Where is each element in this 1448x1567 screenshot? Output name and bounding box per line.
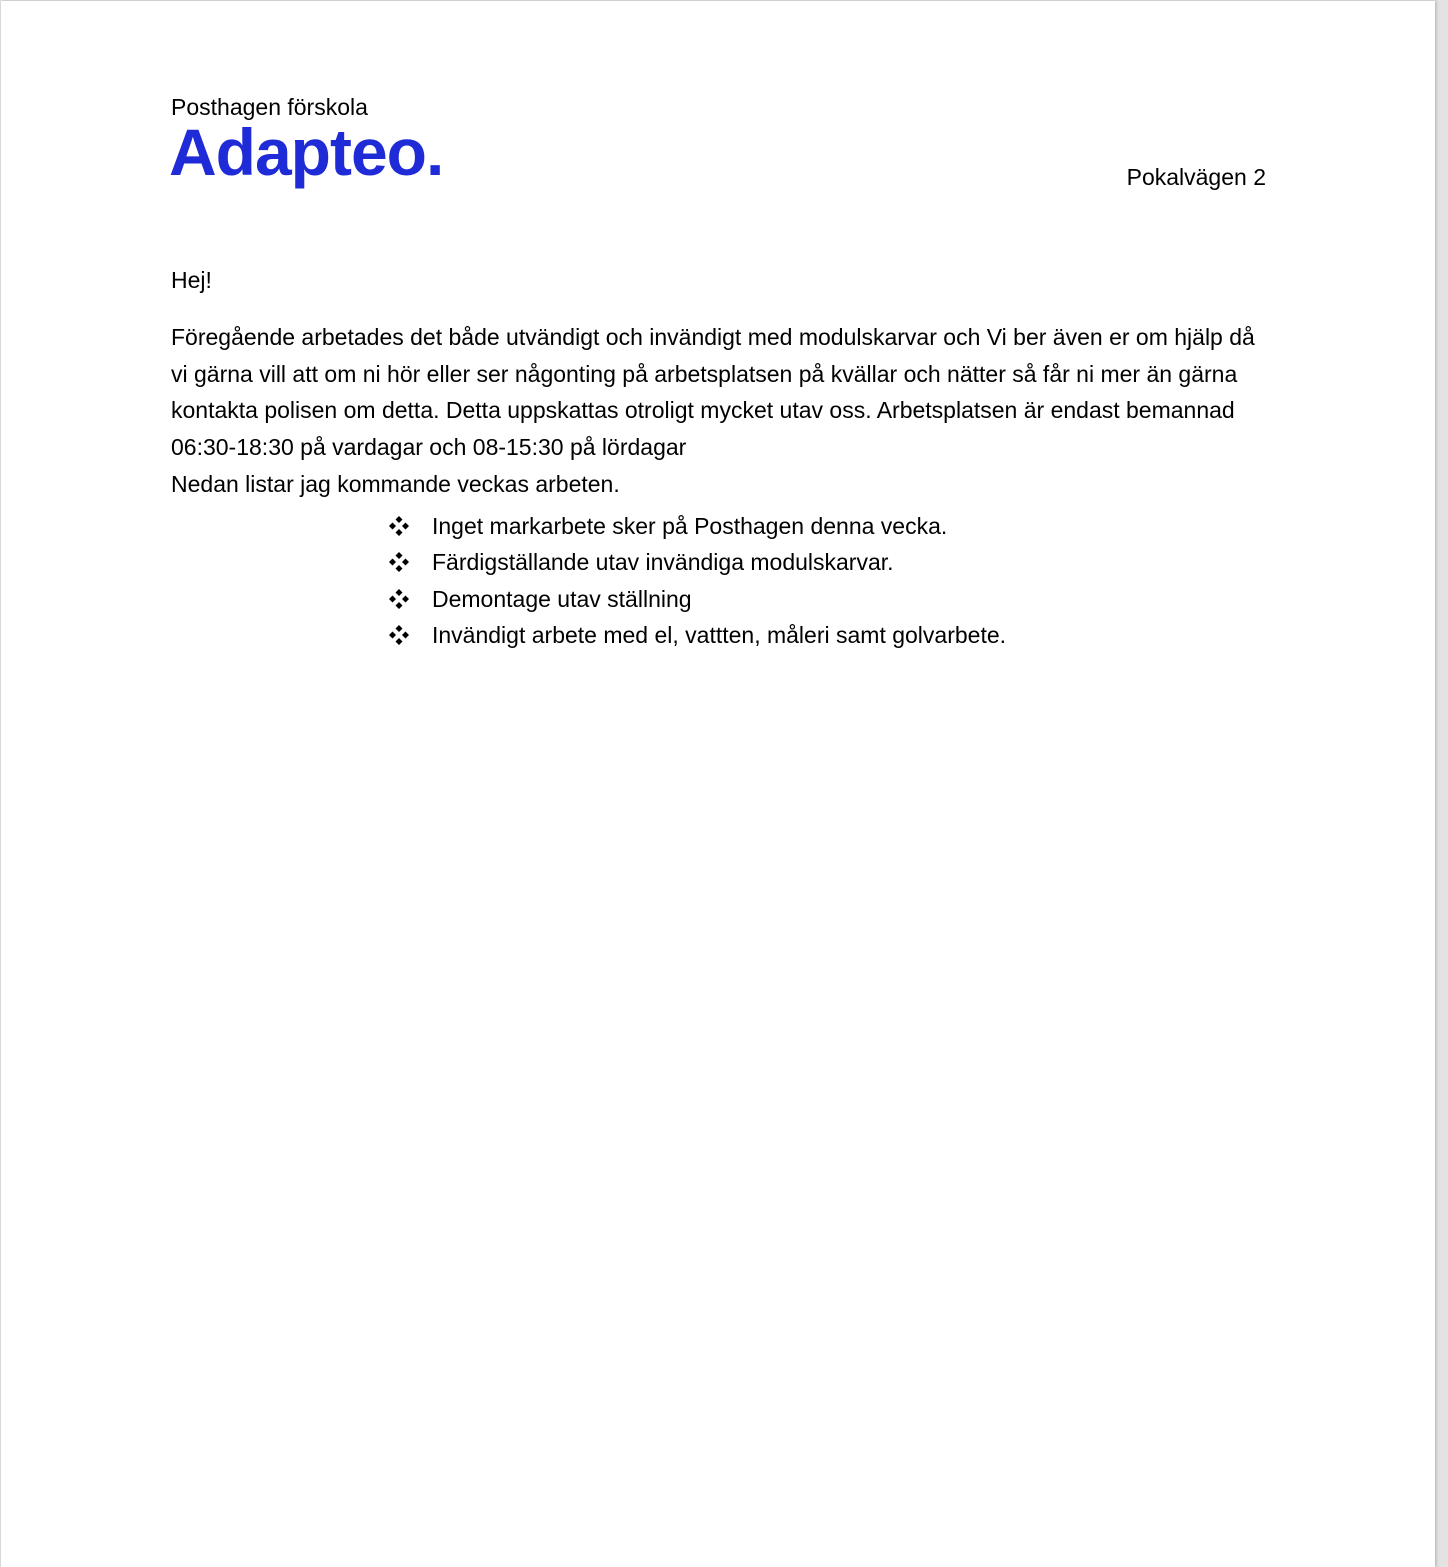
four-diamond-bullet-icon — [387, 550, 411, 574]
four-diamond-bullet-icon — [387, 623, 411, 647]
school-name: Posthagen förskola — [171, 94, 368, 120]
document-page — [1, 1, 1435, 1567]
four-diamond-bullet-icon — [387, 587, 411, 611]
adapteo-logo: Adapteo. — [169, 115, 444, 189]
list-item-text: Inget markarbete sker på Posthagen denna vecka. — [432, 513, 948, 539]
greeting: Hej! — [171, 267, 212, 293]
four-diamond-bullet-icon — [387, 514, 411, 538]
list-intro: Nedan listar jag kommande veckas arbeten. — [171, 471, 620, 497]
body-paragraph: Föregående arbetades det både utvändigt och invändigt med modulskarvar och Vi ber även er om hjälp då vi gärna vill att om ni hör eller ser någonting på arbetsplatsen på kvällar och nätter så får ni mer än gärna kontakta polisen om detta. Detta uppskattas otroligt mycket utav oss. Arbetsplatsen är endast bemannad 06:30-18:30 på vardagar och 08-15:30 på lördagar — [171, 324, 1255, 460]
address-line: Pokalvägen 2 — [1126, 164, 1266, 190]
list-item-text: Demontage utav ställning — [432, 585, 692, 612]
list-item-text: Invändigt arbete med el, vattten, måleri samt golvarbete. — [432, 621, 1007, 648]
list-item-text: Färdigställande utav invändiga modulskarvar. — [432, 549, 894, 576]
